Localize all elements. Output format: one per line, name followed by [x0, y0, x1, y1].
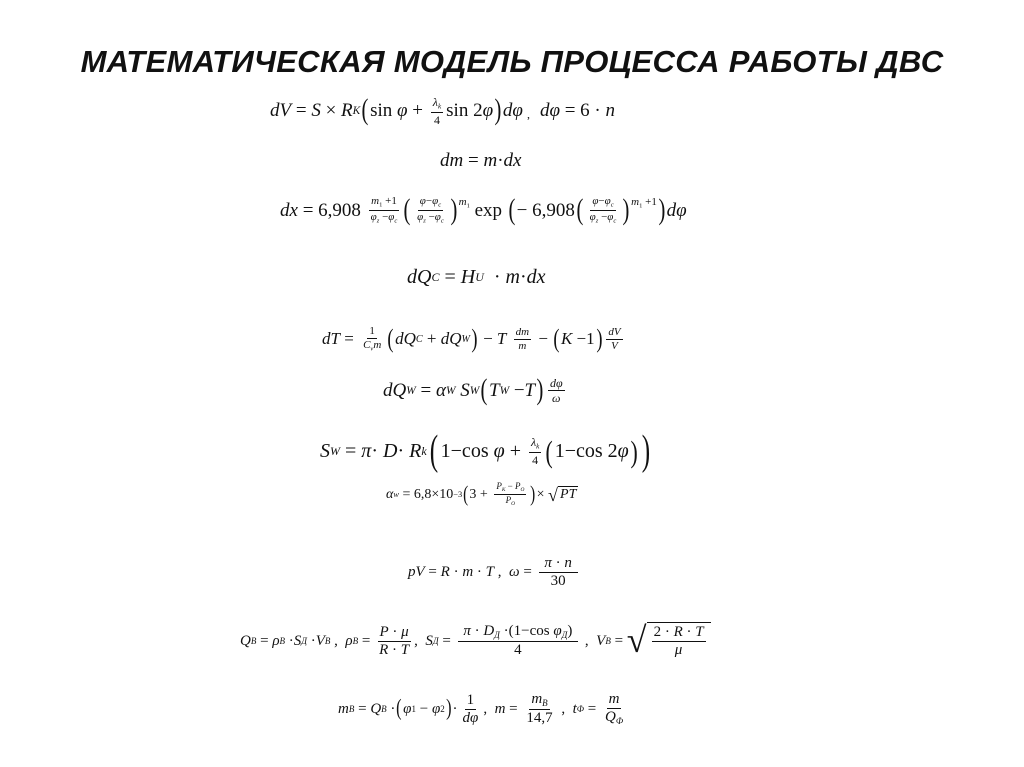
equation-mass-change: dm = m · dx	[440, 150, 522, 171]
equation-heat-combustion: dQ C = H U · m · dx	[407, 266, 546, 288]
equation-air-mass: m B = Q B · ( φ 1 − φ 2 ) · $\frac{1}{d\varphi}$ , m = $\frac{m_B}{14,7}$ , t Ф = $\frac{m}{Q_Ф}$	[338, 691, 624, 727]
equation-heat-transfer-coefficient: α w = 6,8×10 −3 ( 3 + $\frac{P_K - P_O}{P_O}$ ) × √ PT	[386, 481, 577, 508]
equation-volume-change: dV = S × R K ( sin φ + $\frac{\lambda_k}{4}$ sin 2 φ ) dφ , dφ = 6 · n	[270, 94, 615, 127]
equation-state-and-omega: pV = R · m · T , ω = $\frac{\pi \cdot n}{30}$	[408, 556, 581, 589]
equation-wall-heat: dQ W = α W S W ( T W − T ) $\frac{d\varphi}{\omega}$	[383, 374, 563, 406]
equation-wall-surface: S W = π · D · R k ( 1−cos φ + $\frac{\lambda_k}{4}$ ( 1−cos 2 φ ) )	[320, 428, 651, 474]
equation-fuel-burn-fraction: dx = 6,908 $\frac{m_1 +1}{\varphi_z -\varphi_c}$ ( $\frac{\varphi-\varphi_c}{\varphi_z -\varphi_c}$ ) $^{m_1}$ exp ( − 6,908 ( $\frac{\varphi-\varphi_c}{\varphi_z -\varphi_c}$ ) $^{m_1 +1}$ ) dφ	[280, 194, 687, 226]
equation-temperature-change: dT = $\frac{1}{C_vm}$ ( dQ C + dQ W ) − T $\frac{dm}{m}$ − ( K −1 ) $\frac{dV}{V}$	[322, 324, 621, 354]
slide-title: МАТЕМАТИЧЕСКАЯ МОДЕЛЬ ПРОЦЕССА РАБОТЫ ДВС	[80, 44, 944, 79]
equation-air-flow: Q B = ρ B · S Д · V B , ρ B = $\frac{P \cdot \mu}{R \cdot T}$ , S Д = $\frac{\pi \cdot D_Д \cdot(1-\cos \varphi_Д)}{4}$ , V B = √ $\frac{2 \cdot R \cdot T}{\mu}$	[240, 622, 711, 660]
